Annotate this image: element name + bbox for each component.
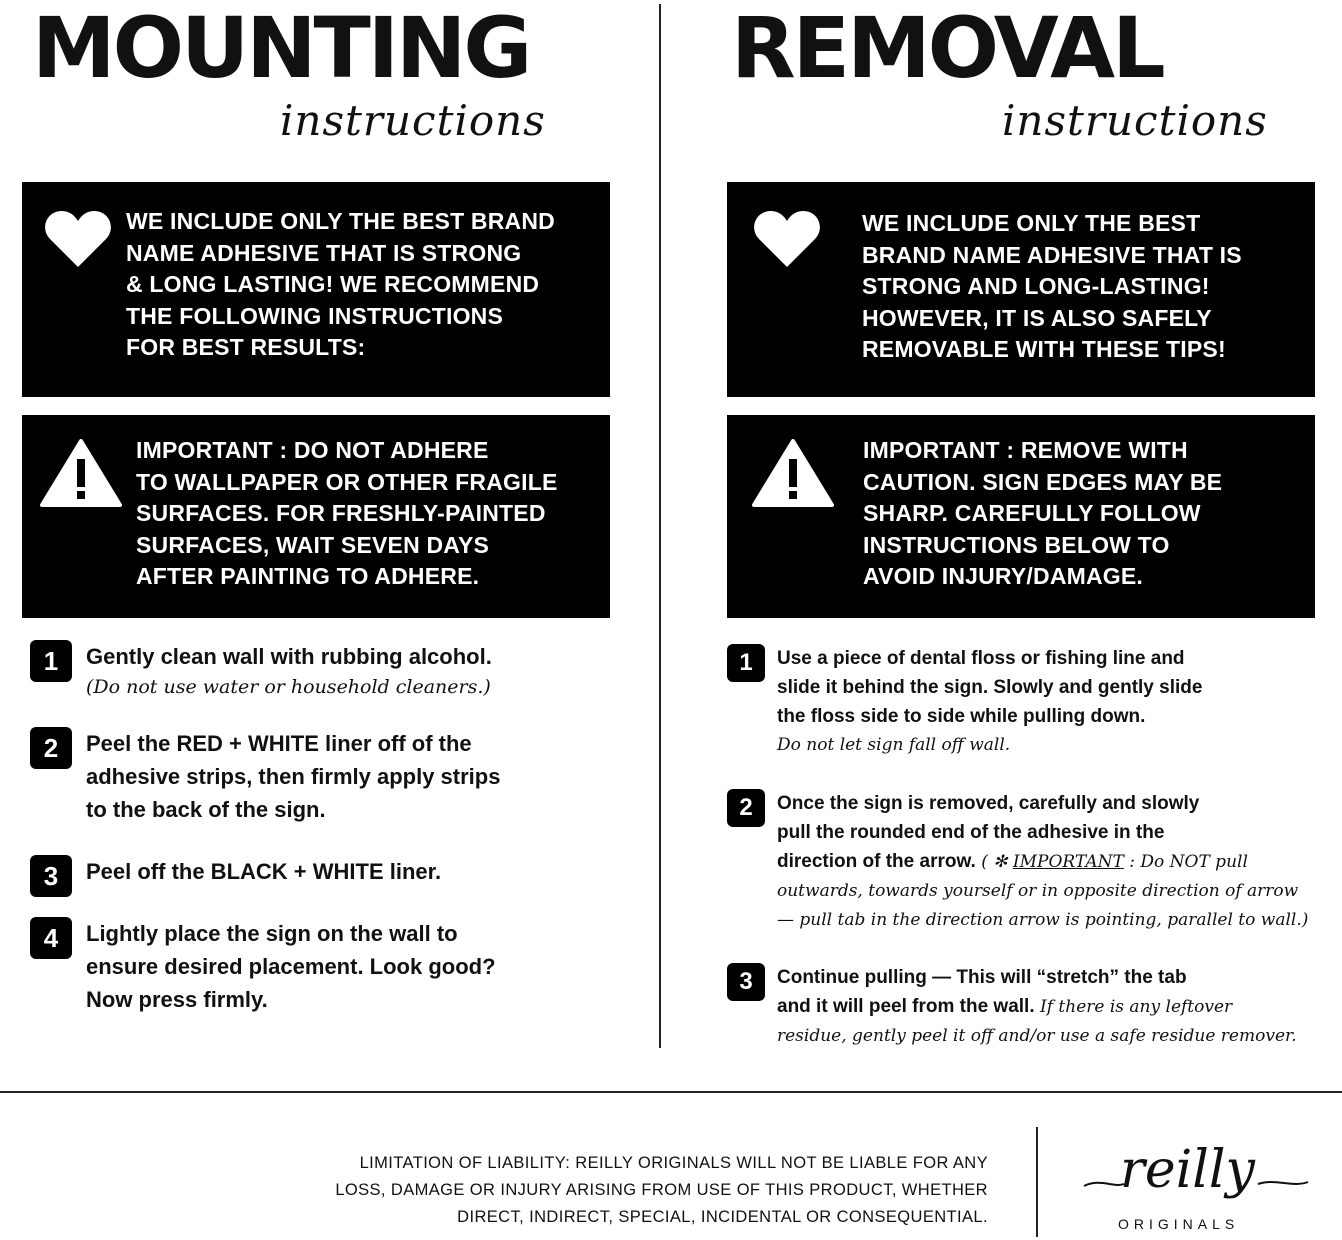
warning-triangle-icon [752, 439, 834, 512]
mounting-warning-text: IMPORTANT : DO NOT ADHERE TO WALLPAPER OR OTHER FRAGILE SURFACES. FOR FRESHLY-PAINTED SURFACES, WAIT SEVEN DAYS AFTER PAINTING TO ADHERE. [136, 437, 558, 589]
removal-info-box [727, 182, 1315, 397]
removal-warning-box [727, 415, 1315, 618]
liability-notice: LIMITATION OF LIABILITY: REILLY ORIGINALS WILL NOT BE LIABLE FOR ANY LOSS, DAMAGE OR INJURY ARISING FROM USE OF THIS PRODUCT, WHETHER DIRECT, INDIRECT, SPECIAL, INCIDENTAL OR CONSEQUENTIAL. [335, 1154, 988, 1226]
step-note: Do not let sign fall off wall. [777, 735, 1011, 755]
removal-title: REMOVAL [731, 0, 1163, 97]
footer-divider [0, 1091, 1342, 1093]
step-number-badge: 4 [30, 917, 72, 959]
removal-warning-text: IMPORTANT : REMOVE WITH CAUTION. SIGN EDGES MAY BE SHARP. CAREFULLY FOLLOW INSTRUCTIONS BELOW TO AVOID INJURY/DAMAGE. [863, 437, 1223, 589]
step-number-badge: 3 [30, 855, 72, 897]
brand-divider [1036, 1127, 1038, 1237]
mounting-title: MOUNTING [32, 0, 530, 97]
mounting-warning-box [22, 415, 610, 618]
step-number-badge: 1 [727, 644, 765, 682]
mounting-subtitle: instructions [280, 96, 546, 145]
mounting-info-box [22, 182, 610, 397]
step-number-badge: 1 [30, 640, 72, 682]
brand-subtitle: ORIGINALS [1118, 1216, 1240, 1232]
brand-name: reilly [1120, 1140, 1255, 1200]
brand-logo [1080, 1138, 1312, 1238]
step-note: (Do not use water or household cleaners.) [86, 676, 491, 698]
step-number-badge: 2 [30, 727, 72, 769]
removal-subtitle: instructions [1002, 96, 1268, 145]
removal-info-text: WE INCLUDE ONLY THE BEST BRAND NAME ADHESIVE THAT IS STRONG AND LONG-LASTING! HOWEVER, IT IS ALSO SAFELY REMOVABLE WITH THESE TIPS! [862, 210, 1242, 362]
mounting-info-text: WE INCLUDE ONLY THE BEST BRAND NAME ADHESIVE THAT IS STRONG & LONG LASTING! WE RECOMMEND THE FOLLOWING INSTRUCTIONS FOR BEST RESULTS: [126, 208, 555, 360]
step-number-badge: 2 [727, 789, 765, 827]
important-label: IMPORTANT [1012, 852, 1124, 872]
heart-icon [44, 209, 112, 274]
heart-icon [753, 209, 821, 274]
warning-triangle-icon [40, 439, 122, 512]
step-number-badge: 3 [727, 963, 765, 1001]
column-divider [659, 4, 661, 1048]
